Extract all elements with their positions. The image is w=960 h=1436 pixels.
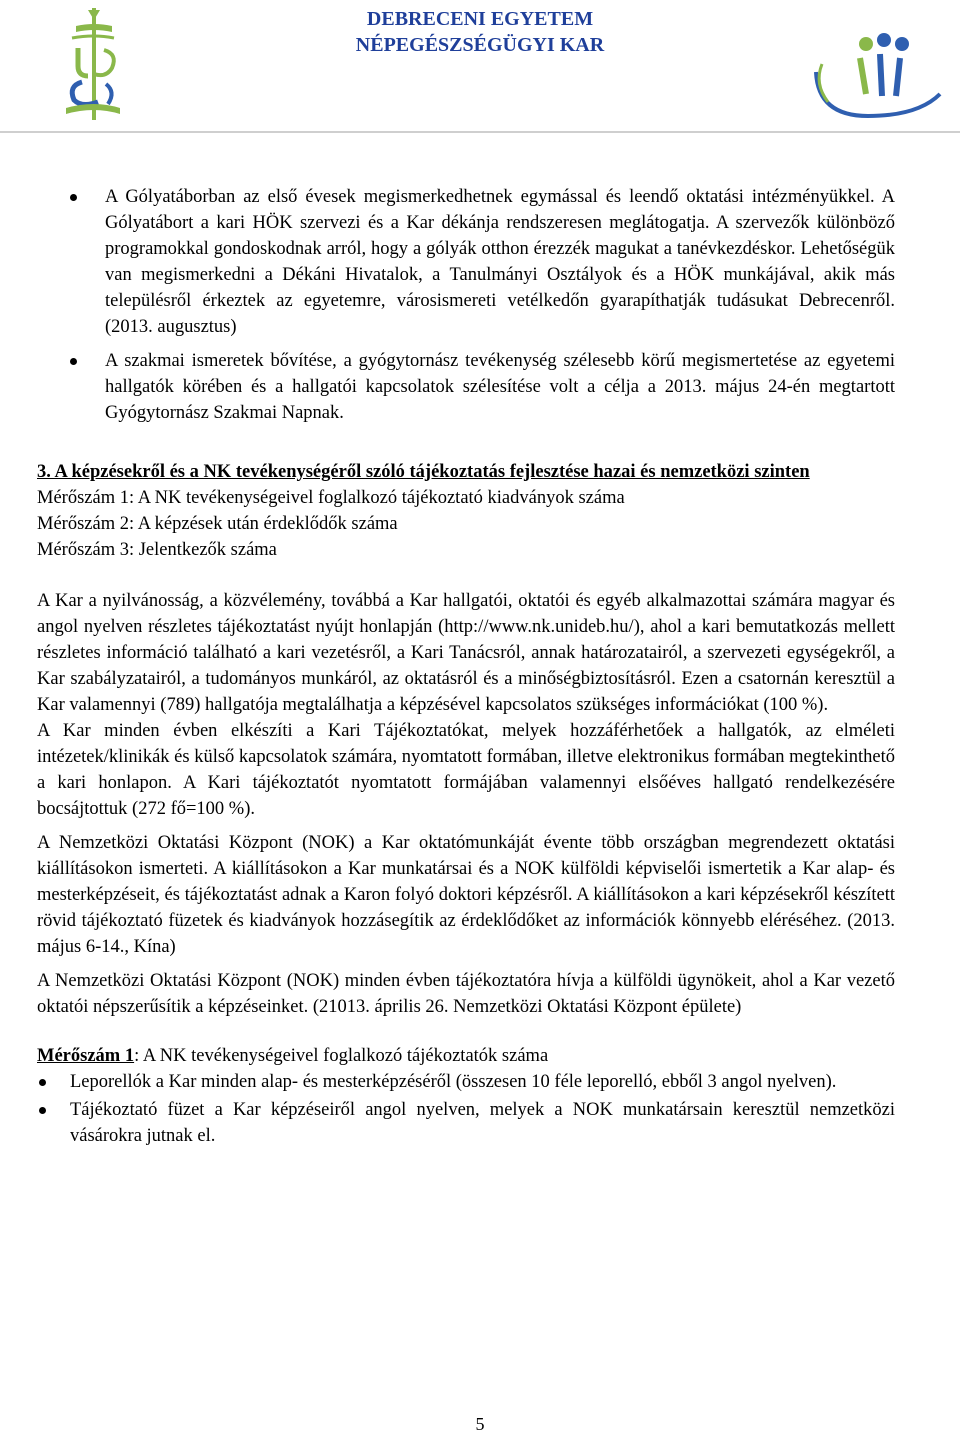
metric-line-1: Mérőszám 1: A NK tevékenységeivel foglalkozó tájékoztató kiadványok száma: [37, 488, 625, 508]
paragraph-faculty-brochure: A Kar minden évben elkészíti a Kari Tájékoztatókat, melyek hozzáférhetőek a hallgatók, az elméleti intézetek/klinikák és külső kapcsolatok számára, nyomtatott formában, illetve elektronikus formában megtekinthető a kari honlapon. A Kari tájékoztatót nyomtatott formájában valamennyi elsőéves hallgató rendelkezésére bocsájtottuk (272 fő=100 %).: [37, 721, 895, 819]
page-header: [0, 0, 960, 132]
metric-line-2: Mérőszám 2: A képzések után érdeklődők száma: [37, 514, 398, 534]
page-number: 5: [475, 1414, 485, 1434]
faculty-logo-icon: [808, 24, 948, 124]
header-divider: [0, 131, 960, 133]
top-bullet-list: [37, 184, 895, 426]
metric1-heading: [37, 1043, 895, 1069]
list-item: A Gólyatáborban az első évesek megismerkedhetnek egymással és leendő oktatási intézményükkel. A Gólyatábort a kari HÖK szervezi és a Kar dékánja rendszeresen meglátogatja. A szervezők különböző programokkal gondoskodnak arról, hogy a gólyák otthon érezzék magukat a tanévkezdéskor. Lehetőségük van megismerkedni a Dékáni Hivatalok, a Tanulmányi Osztályok és a HÖK munkájával, akik más településről érkeztek az egyetemre, városismereti vetélkedőn gyarapíthatják tudásukat Debrecenről. (2013. augusztus): [37, 184, 895, 340]
paragraph-nok-agents: A Nemzetközi Oktatási Központ (NOK) minden évben tájékoztatóra hívja a külföldi ügynökeit, ahol a Kar vezető oktatói népszerűsítik a képzéseinket. (21013. április 26. Nemzetközi Oktatási Központ épülete): [37, 971, 895, 1017]
list-item: A szakmai ismeretek bővítése, a gyógytornász tevékenység szélesebb körű megismertetése az egyetemi hallgatók körében és a hallgatói kapcsolatok szélesítése volt a célja a 2013. május 24-én megtartott Gyógytornász Szakmai Napnak.: [37, 348, 895, 426]
institution-name-line2: NÉPEGÉSZSÉGÜGYI KAR: [355, 34, 605, 56]
paragraph-nok-exhibitions: A Nemzetközi Oktatási Központ (NOK) a Kar oktatómunkáját évente több országban megrendezett oktatási kiállításokon ismerteti. A kiállításokon a Kar munkatársai és a NOK külföldi képviselői ismertetik a Kar alap- és mesterképzéseit, és tájékoztatást adnak a Karon folyó doktori képzésről. A kiállításokon a kari képzésekről készített rövid tájékoztató füzetek és kiadványok hozzásegítik az érdeklődőket az információk könnyebb eléréséhez. (2013. május 6-14., Kína): [37, 833, 895, 957]
institution-name-line1: DEBRECENI EGYETEM: [366, 8, 594, 30]
paragraph-website: A Kar a nyilvánosság, a közvélemény, továbbá a Kar hallgatói, oktatói és egyéb alkalmazottai számára magyar és angol nyelven részletes tájékoztatást nyújt honlapján (http://www.nk.unideb.hu/), ahol a kari bemutatkozás mellett részletes információ található a kari vezetésről, a Kari Tanácsról, annak határozatairól, a szervezeti egységekről, a Kar szabályzatairól, a tudományos munkáról, az oktatásról és a minőségbiztosításról. Ezen a csatornán keresztül a Kar valamennyi (789) hallgatója megtalálhatja a képzésével kapcsolatos szükséges információkat (100 %).: [37, 591, 895, 715]
metric1-label: Mérőszám 1: [37, 1046, 135, 1066]
metric1-text: : A NK tevékenységeivel foglalkozó tájékoztatók száma: [134, 1046, 549, 1066]
metric1-bullet-list: [37, 1069, 895, 1149]
metric-line-3: Mérőszám 3: Jelentkezők száma: [37, 540, 277, 560]
document-body: [37, 184, 895, 1149]
list-item: Tájékoztató füzet a Kar képzéseiről angol nyelven, melyek a NOK munkatársain keresztül nemzetközi vásárokra jutnak el.: [37, 1097, 895, 1149]
list-item: Leporellók a Kar minden alap- és mesterképzéséről (összesen 10 féle leporelló, ebből 3 angol nyelven).: [37, 1069, 895, 1095]
section-heading: 3. A képzésekről és a NK tevékenységéről szóló tájékoztatás fejlesztése hazai és nemzetközi szinten: [37, 462, 810, 482]
